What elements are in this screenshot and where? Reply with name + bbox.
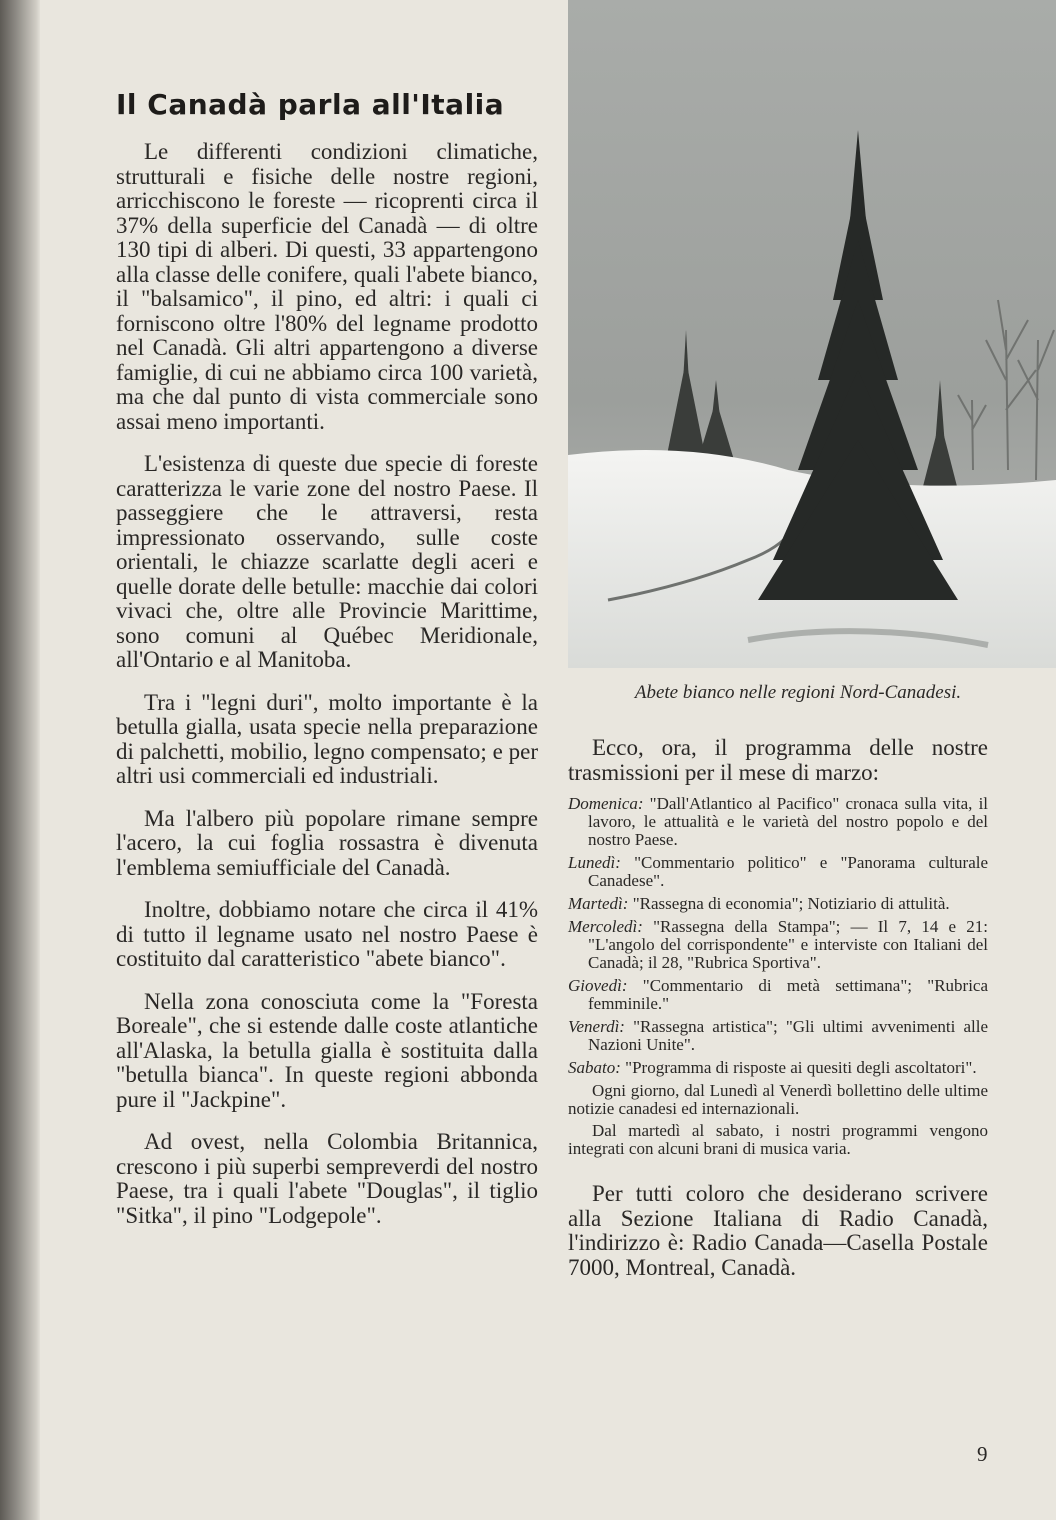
schedule-text: "Commentario politico" e "Panorama culturale Canadese".: [588, 853, 989, 890]
schedule-item: [568, 854, 988, 890]
schedule-day: Giovedì:: [568, 976, 628, 995]
schedule-day: Martedì:: [568, 894, 629, 913]
schedule-item: [568, 1018, 988, 1054]
article-paragraph: Nella zona conosciuta come la "Foresta Boreale", che si estende dalle coste atlantiche all'Alaska, la betulla gialla è sostituita dalla "betulla bianca". In queste regioni abbonda pure il "Jackpine".: [116, 988, 538, 1112]
schedule-text: "Dall'Atlantico al Pacifico" cronaca sulla vita, il lavoro, le attualità e le varietà del nostro popolo e del nostro Paese.: [588, 794, 989, 849]
schedule-text: "Programma di risposte ai quesiti degli ascoltatori".: [625, 1058, 977, 1077]
article-paragraph: Le differenti condizioni climatiche, strutturali e fisiche delle nostre regioni, arricchiscono le foreste — ricoprenti circa il 37% della superficie del Canadà — di oltre 130 tipi di alberi. Di questi, 33 appartengono alla classe delle conifere, quali l'abete bianco, il "balsamico", il pino, ed altri: i quali ci forniscono oltre l'80% del legname prodotto nel Canadà. Gli altri appartengono a diverse famiglie, di cui ne abbiamo circa 100 varietà, ma che dal punto di vista commerciale sono assai meno importanti.: [116, 139, 538, 434]
programme-intro: Ecco, ora, il programma delle nostre trasmissioni per il mese di marzo:: [568, 735, 988, 785]
snow-forest-image: [568, 0, 1056, 668]
article-paragraph: Ad ovest, nella Colombia Britannica, crescono i più superbi sempreverdi del nostro Paese, tra i quali l'abete "Douglas", il tiglio "Sitka", il pino "Lodgepole".: [116, 1129, 538, 1228]
article-paragraph: L'esistenza di queste due specie di foreste caratterizza le varie zone del nostro Paese. Il passeggiere che le attraversi, resta impressionato osservando, sulle coste orientali, le chiazze scarlatte degli aceri e quelle dorate delle betulle: macchie dai colori vivaci che, oltre alle Provincie Marittime, sono comuni al Québec Meridionale, all'Ontario e al Manitoba.: [116, 451, 538, 672]
contact-address: Per tutti coloro che desiderano scrivere alla Sezione Italiana di Radio Canadà, l'indirizzo è: Radio Canada—Casella Postale 7000, Montreal, Canadà.: [568, 1181, 988, 1280]
programme-note: Dal martedì al sabato, i nostri programmi vengono integrati con alcuni brani di musica varia.: [568, 1121, 988, 1158]
page-binding-edge: [0, 0, 40, 1520]
schedule-text: "Rassegna artistica"; "Gli ultimi avvenimenti alle Nazioni Unite".: [588, 1017, 988, 1054]
spruce-photo: [568, 0, 1056, 668]
article-paragraph: Inoltre, dobbiamo notare che circa il 41% di tutto il legname usato nel nostro Paese è costituito dal caratteristico "abete bianco".: [116, 897, 538, 971]
programme-schedule: [568, 795, 988, 1077]
schedule-text: "Rassegna di economia"; Notiziario di attulità.: [632, 894, 950, 913]
schedule-text: "Commentario di metà settimana"; "Rubrica femminile.": [588, 976, 989, 1013]
schedule-day: Sabato:: [568, 1058, 621, 1077]
schedule-item: [568, 1059, 988, 1077]
magazine-page: [40, 0, 1056, 1520]
article-paragraph: Ma l'albero più popolare rimane sempre l'acero, la cui foglia rossastra è divenuta l'emblema semiufficiale del Canadà.: [116, 805, 538, 880]
article-paragraph: Tra i "legni duri", molto importante è la betulla gialla, usata specie nella preparazione di palchetti, mobilio, legno compensato; e per altri usi commerciali ed industriali.: [116, 689, 538, 788]
programme-section: [568, 736, 988, 1280]
schedule-text: "Rassegna della Stampa"; — Il 7, 14 e 21: "L'angolo del corrispondente" e interviste con Italiani del Canadà; il 28, "Rubrica Sportiva".: [588, 917, 989, 972]
schedule-day: Lunedì:: [568, 853, 621, 872]
article-title: Il Canadà parla all'Italia: [116, 88, 505, 121]
schedule-item: [568, 895, 988, 913]
schedule-day: Venerdì:: [568, 1017, 625, 1036]
page-number: 9: [977, 1442, 988, 1466]
schedule-item: [568, 918, 988, 972]
programme-note: Ogni giorno, dal Lunedì al Venerdì bollettino delle ultime notizie canadesi ed internazionali.: [568, 1081, 988, 1118]
photo-caption: Abete bianco nelle regioni Nord-Canadesi.: [634, 682, 962, 703]
schedule-item: [568, 795, 988, 849]
schedule-day: Domenica:: [568, 794, 644, 813]
schedule-day: Mercoledì:: [568, 917, 643, 936]
schedule-item: [568, 977, 988, 1013]
article-body: [116, 140, 538, 1246]
